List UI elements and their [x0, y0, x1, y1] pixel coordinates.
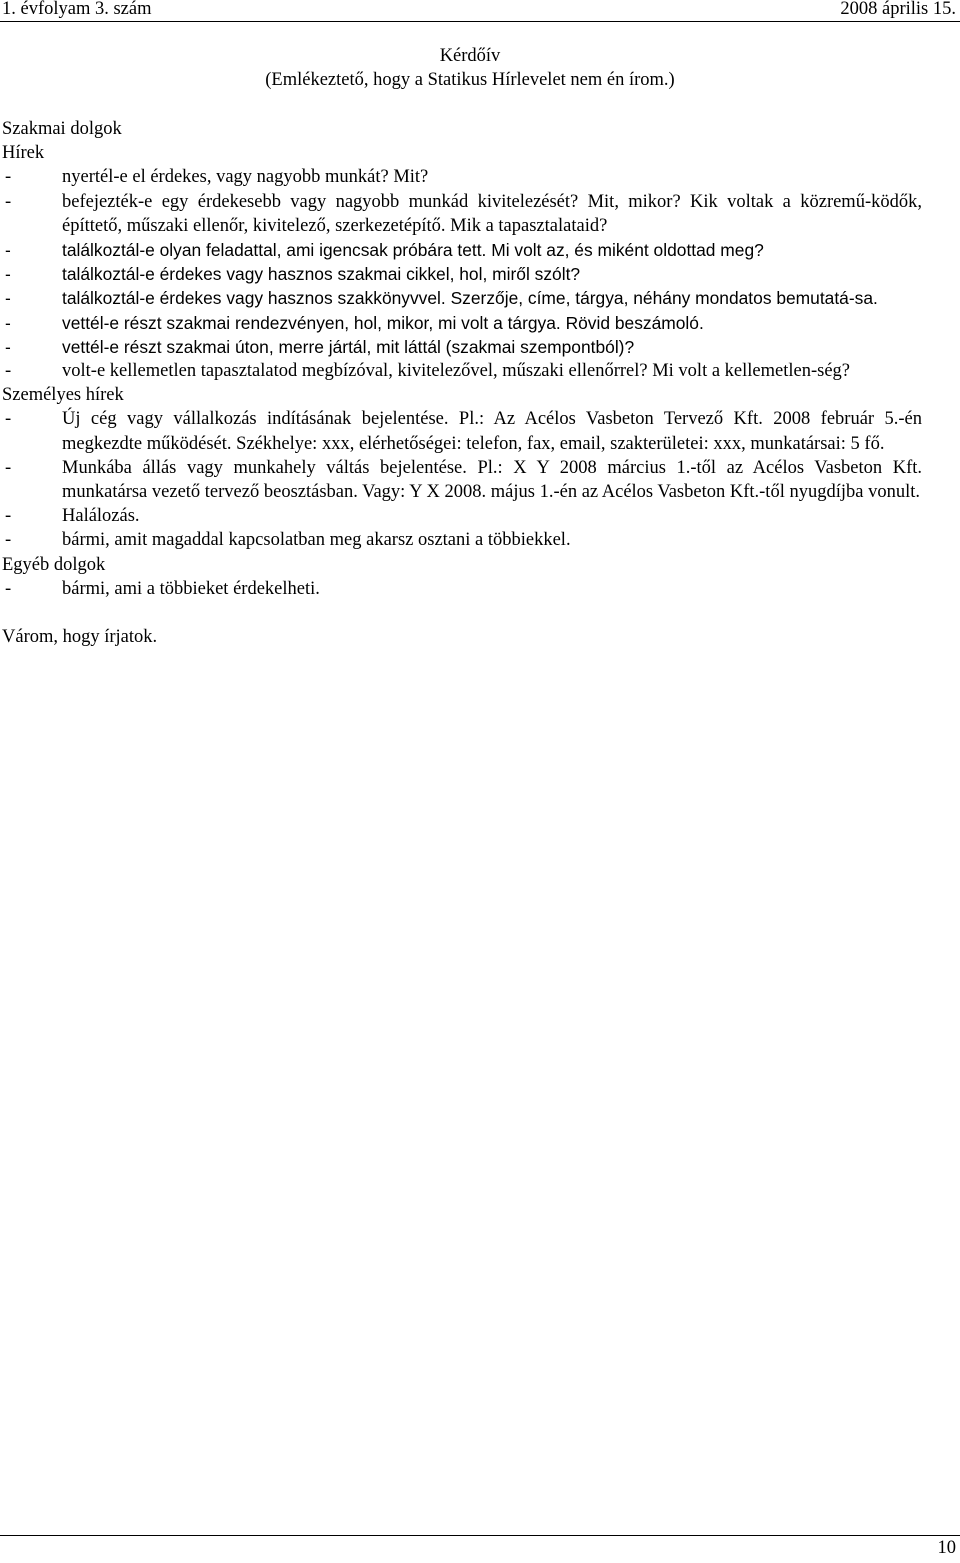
list-item	[2, 504, 922, 528]
list-item	[2, 359, 922, 383]
list-item	[2, 407, 922, 455]
list-item-text: Új cég vagy vállalkozás indításának bejelentése. Pl.: Az Acélos Vasbeton Tervező Kft. 2008 február 5.-én megkezdte működését. Székhelye: xxx, elérhetőségei: telefon, fax, email, szakterületei: xxx, munkatársai: 5 fő.	[62, 409, 922, 454]
closing-text: Várom, hogy írjatok.	[2, 627, 158, 648]
list-item-text: vettél-e részt szakmai úton, merre jártál, mit láttál (szakmai szempontból)?	[62, 336, 635, 357]
issue-label: 1. évfolyam 3. szám	[2, 0, 152, 19]
list-dash: -	[5, 506, 12, 527]
list-item-text: befejezték-e egy érdekesebb vagy nagyobb munkád kivitelezését? Mit, mikor? Kik voltak a közremű-ködők, építtető, műszaki ellenőr, kivitelező, szerkezetépítő. Mik a tapasztalataid?	[62, 191, 922, 236]
list-dash: -	[5, 409, 12, 430]
list-item	[2, 335, 922, 359]
list-item-text: találkoztál-e érdekes vagy hasznos szakkönyvvel. Szerzője, címe, tárgya, néhány mondatos bemutatá-sa.	[62, 288, 878, 309]
list-item	[2, 165, 922, 189]
footer-rule	[0, 1535, 960, 1536]
list-dash: -	[5, 240, 11, 261]
list-item-text: volt-e kellemetlen tapasztalatod megbízóval, kivitelezővel, műszaki ellenőrrel? Mi volt a kellemetlen-ség?	[62, 361, 851, 382]
title-block	[0, 44, 940, 92]
list-item-text: Munkába állás vagy munkahely váltás bejelentése. Pl.: X Y 2008 március 1.-től az Acélos Vasbeton Kft. munkatársa vezető tervező beosztásban. Vagy: Y X 2008. május 1.-én az Acélos Vasbeton Kft.-től nyugdíjba vonult.	[62, 457, 922, 503]
list-item	[2, 262, 922, 286]
list-dash: -	[5, 530, 12, 551]
list-dash: -	[5, 288, 11, 309]
list-item-text: bármi, ami a többieket érdekelheti.	[62, 578, 320, 599]
list-dash: -	[5, 457, 12, 478]
spacer	[2, 601, 922, 625]
section-heading-professional: Szakmai dolgok	[2, 119, 122, 139]
list-item	[2, 577, 922, 601]
list-item-text: nyertél-e el érdekes, vagy nagyobb munkát? Mit?	[62, 167, 429, 188]
list-dash: -	[5, 167, 12, 188]
list-dash: -	[5, 191, 12, 212]
document-body	[2, 117, 922, 649]
list-dash: -	[5, 361, 12, 382]
list-item	[2, 528, 922, 552]
page-header	[0, 0, 960, 22]
list-item-text: találkoztál-e olyan feladattal, ami igencsak próbára tett. Mi volt az, és miként oldottad meg?	[62, 240, 764, 261]
list-dash: -	[5, 336, 11, 357]
section-heading-news: Hírek	[2, 143, 45, 164]
list-item-text: találkoztál-e érdekes vagy hasznos szakmai cikkel, hol, miről szólt?	[62, 264, 581, 285]
section-heading-other: Egyéb dolgok	[2, 554, 106, 575]
page-number: 10	[937, 1538, 956, 1558]
list-dash: -	[5, 578, 12, 599]
list-dash: -	[5, 312, 11, 333]
list-item	[2, 190, 922, 238]
list-item-text: vettél-e részt szakmai rendezvényen, hol, mikor, mi volt a tárgya. Rövid beszámoló.	[62, 312, 704, 333]
section-heading-personal: Személyes hírek	[2, 385, 124, 406]
page-subtitle: (Emlékeztető, hogy a Statikus Hírlevelet nem én írom.)	[265, 70, 675, 91]
list-item	[2, 456, 922, 504]
page-title: Kérdőív	[439, 46, 501, 66]
list-item-text: bármi, amit magaddal kapcsolatban meg akarsz osztani a többiekkel.	[62, 530, 571, 551]
list-item	[2, 311, 922, 335]
list-item	[2, 238, 922, 262]
issue-date: 2008 április 15.	[840, 0, 956, 19]
list-item	[2, 286, 922, 310]
list-item-text: Halálozás.	[62, 506, 140, 527]
list-dash: -	[5, 264, 11, 285]
